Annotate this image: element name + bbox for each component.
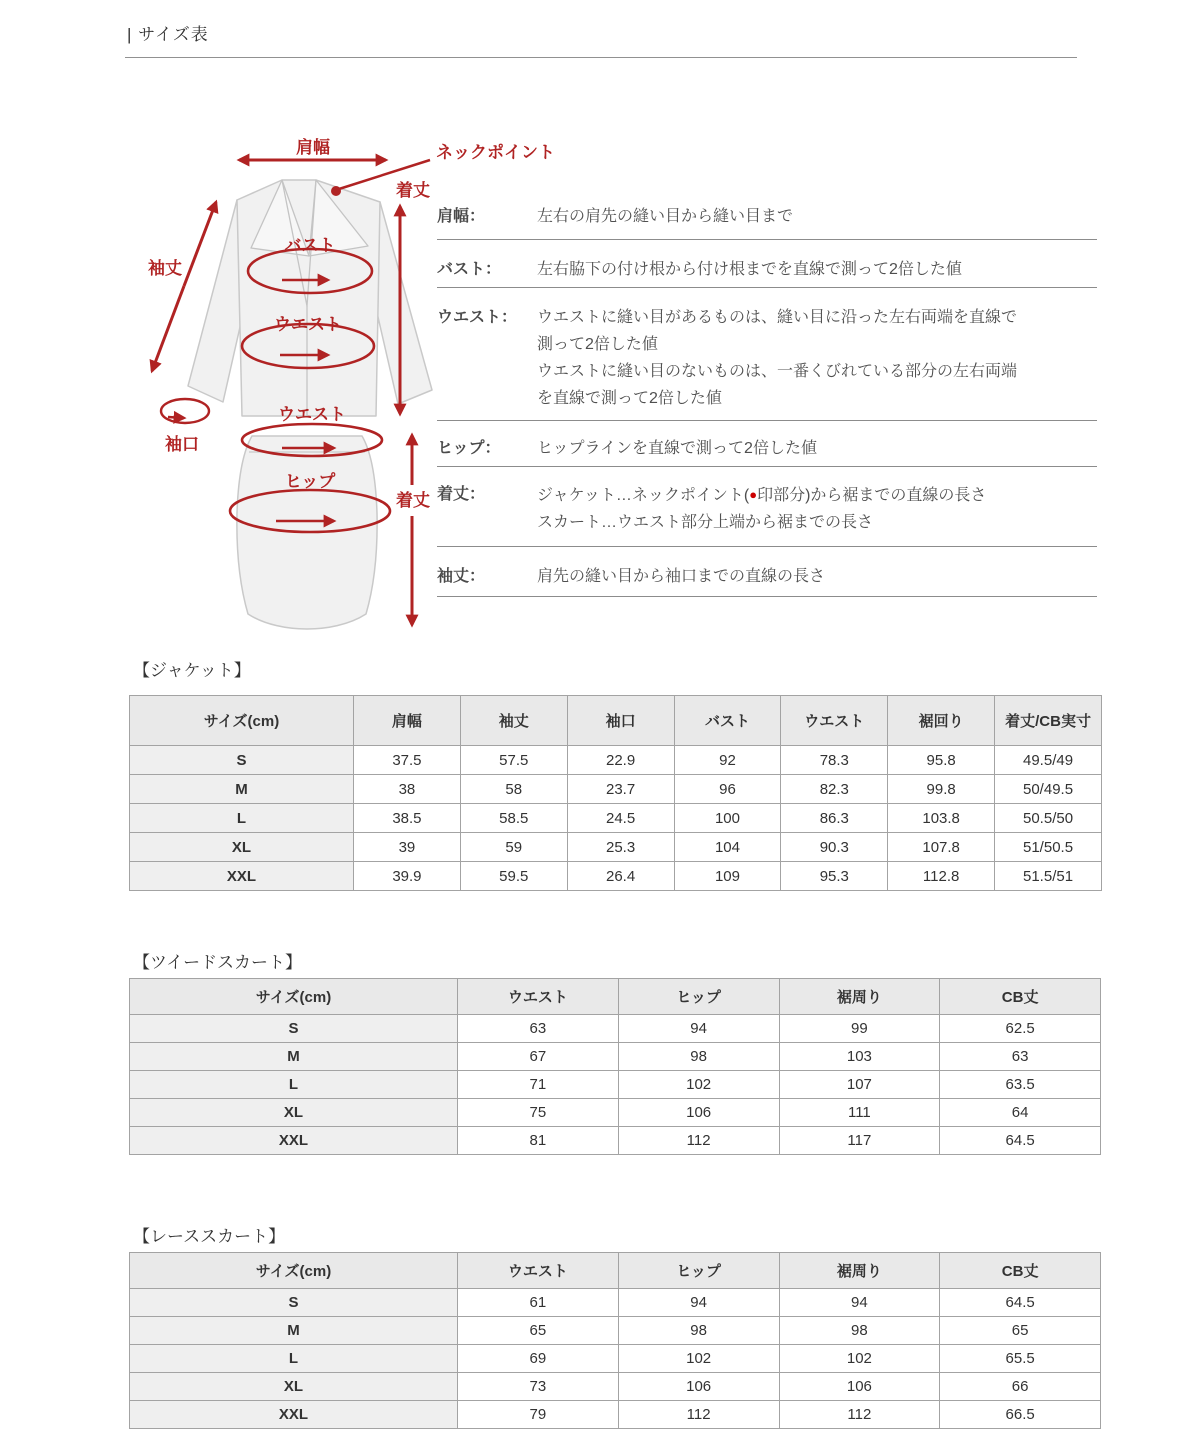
value-cell: 111 <box>779 1099 940 1127</box>
value-cell: 69 <box>458 1345 619 1373</box>
value-cell: 95.3 <box>781 862 888 891</box>
value-cell: 94 <box>618 1015 779 1043</box>
skirt-length-label: 着丈 <box>396 491 430 510</box>
jacket-waist-label: ウエスト <box>274 315 342 334</box>
title-divider <box>125 57 1077 58</box>
definition-term: バスト： <box>437 261 502 278</box>
value-cell: 58.5 <box>460 804 567 833</box>
value-cell: 86.3 <box>781 804 888 833</box>
value-cell: 63.5 <box>940 1071 1101 1099</box>
value-cell: 65 <box>458 1317 619 1345</box>
bust-label: バスト <box>284 236 336 255</box>
size-cell: L <box>130 804 354 833</box>
value-cell: 38 <box>354 775 461 804</box>
header-row <box>130 1253 1101 1289</box>
table-row <box>130 1401 1101 1429</box>
size-cell: XL <box>130 833 354 862</box>
value-cell: 63 <box>458 1015 619 1043</box>
definition-description <box>537 256 1097 283</box>
value-cell: 64.5 <box>940 1289 1101 1317</box>
table-row <box>130 1015 1101 1043</box>
column-header: 肩幅 <box>354 696 461 746</box>
size-cell: M <box>130 1317 458 1345</box>
value-cell: 96 <box>674 775 781 804</box>
value-cell: 92 <box>674 746 781 775</box>
value-cell: 67 <box>458 1043 619 1071</box>
section-title-tweed-skirt: 【ツイードスカート】 <box>133 953 302 972</box>
table-row <box>130 1127 1101 1155</box>
size-cell: M <box>130 775 354 804</box>
column-header: ウエスト <box>781 696 888 746</box>
size-cell: XXL <box>130 862 354 891</box>
definition-term: ヒップ： <box>437 440 501 457</box>
definition-line: 左右脇下の付け根から付け根までを直線で測って2倍した値 <box>537 261 962 278</box>
column-header: バスト <box>674 696 781 746</box>
value-cell: 104 <box>674 833 781 862</box>
value-cell: 65.5 <box>940 1345 1101 1373</box>
definition-line <box>537 481 1097 509</box>
column-header: 袖丈 <box>460 696 567 746</box>
value-cell: 51.5/51 <box>995 862 1102 891</box>
table-row <box>130 1071 1101 1099</box>
definition-line: 肩先の縫い目から袖口までの直線の長さ <box>537 568 826 585</box>
section-title-jacket: 【ジャケット】 <box>133 661 251 680</box>
table-row <box>130 1345 1101 1373</box>
hip-label: ヒップ <box>284 472 336 491</box>
value-cell: 98 <box>779 1317 940 1345</box>
column-header: サイズ(cm) <box>130 979 458 1015</box>
definition-description <box>537 203 1097 230</box>
definition-description <box>537 304 1097 412</box>
value-cell: 75 <box>458 1099 619 1127</box>
definition-line: ウエストに縫い目のないものは、一番くびれている部分の左右両端 <box>537 363 1018 380</box>
value-cell: 59.5 <box>460 862 567 891</box>
table-row <box>130 1043 1101 1071</box>
column-header: 着丈/CB実寸 <box>995 696 1102 746</box>
lace-skirt-size-table <box>129 1252 1101 1429</box>
value-cell: 22.9 <box>567 746 674 775</box>
definition-line: を直線で測って2倍した値 <box>537 390 722 407</box>
size-cell: M <box>130 1043 458 1071</box>
value-cell: 50/49.5 <box>995 775 1102 804</box>
value-cell: 66.5 <box>940 1401 1101 1429</box>
cuff-label: 袖口 <box>165 435 199 454</box>
definition-text-segment: ジャケット…ネックポイント( <box>537 487 750 504</box>
definition-line: スカート…ウエスト部分上端から裾までの長さ <box>537 514 874 531</box>
definition-row <box>437 240 1097 288</box>
value-cell: 58 <box>460 775 567 804</box>
definition-term: ウエスト： <box>437 309 518 326</box>
value-cell: 62.5 <box>940 1015 1101 1043</box>
definition-row <box>437 421 1097 467</box>
header-row <box>130 696 1102 746</box>
value-cell: 57.5 <box>460 746 567 775</box>
value-cell: 78.3 <box>781 746 888 775</box>
value-cell: 100 <box>674 804 781 833</box>
value-cell: 71 <box>458 1071 619 1099</box>
value-cell: 98 <box>618 1043 779 1071</box>
definition-line: 左右の肩先の縫い目から縫い目まで <box>537 208 794 225</box>
value-cell: 49.5/49 <box>995 746 1102 775</box>
column-header: ウエスト <box>458 1253 619 1289</box>
neck-point-dot-glyph: ● <box>749 487 758 502</box>
column-header: 裾周り <box>779 979 940 1015</box>
value-cell: 51/50.5 <box>995 833 1102 862</box>
value-cell: 107 <box>779 1071 940 1099</box>
definition-line: 測って2倍した値 <box>537 336 658 353</box>
table-row <box>130 862 1102 891</box>
value-cell: 50.5/50 <box>995 804 1102 833</box>
value-cell: 81 <box>458 1127 619 1155</box>
skirt-waist-label: ウエスト <box>278 405 346 424</box>
size-cell: L <box>130 1345 458 1373</box>
definition-row <box>437 547 1097 597</box>
jacket-illustration <box>188 180 432 416</box>
size-cell: S <box>130 1015 458 1043</box>
section-title-lace-skirt: 【レーススカート】 <box>133 1227 286 1246</box>
table-row <box>130 775 1102 804</box>
definition-row <box>437 467 1097 547</box>
column-header: 袖口 <box>567 696 674 746</box>
table-row <box>130 1317 1101 1345</box>
value-cell: 94 <box>779 1289 940 1317</box>
jacket-size-table <box>129 695 1102 891</box>
value-cell: 23.7 <box>567 775 674 804</box>
definition-term: 袖丈： <box>437 568 486 585</box>
size-cell: S <box>130 1289 458 1317</box>
definition-description <box>537 481 1097 536</box>
definition-row <box>437 192 1097 240</box>
measurement-definitions-list <box>437 192 1097 597</box>
value-cell: 59 <box>460 833 567 862</box>
jacket-length-label: 着丈 <box>396 181 430 200</box>
definition-line: ウエストに縫い目があるものは、縫い目に沿った左右両端を直線で <box>537 309 1018 326</box>
value-cell: 73 <box>458 1373 619 1401</box>
value-cell: 102 <box>779 1345 940 1373</box>
column-header: CB丈 <box>940 1253 1101 1289</box>
value-cell: 66 <box>940 1373 1101 1401</box>
header-row <box>130 979 1101 1015</box>
value-cell: 109 <box>674 862 781 891</box>
value-cell: 63 <box>940 1043 1101 1071</box>
value-cell: 64 <box>940 1099 1101 1127</box>
table-row <box>130 804 1102 833</box>
definition-line: ヒップラインを直線で測って2倍した値 <box>537 440 817 457</box>
value-cell: 103 <box>779 1043 940 1071</box>
value-cell: 39 <box>354 833 461 862</box>
size-cell: XXL <box>130 1401 458 1429</box>
table-row <box>130 1289 1101 1317</box>
value-cell: 102 <box>618 1071 779 1099</box>
definition-term: 肩幅： <box>437 208 486 225</box>
value-cell: 24.5 <box>567 804 674 833</box>
value-cell: 107.8 <box>888 833 995 862</box>
definition-row <box>437 288 1097 421</box>
value-cell: 106 <box>618 1373 779 1401</box>
value-cell: 112 <box>618 1401 779 1429</box>
column-header: ヒップ <box>618 1253 779 1289</box>
tweed-skirt-size-table <box>129 978 1101 1155</box>
column-header: 裾周り <box>779 1253 940 1289</box>
value-cell: 99.8 <box>888 775 995 804</box>
value-cell: 90.3 <box>781 833 888 862</box>
table-row <box>130 746 1102 775</box>
sleeve-length-label: 袖丈 <box>148 259 182 278</box>
value-cell: 98 <box>618 1317 779 1345</box>
shoulder-width-label: 肩幅 <box>296 138 330 157</box>
value-cell: 106 <box>779 1373 940 1401</box>
value-cell: 65 <box>940 1317 1101 1345</box>
value-cell: 61 <box>458 1289 619 1317</box>
size-cell: L <box>130 1071 458 1099</box>
value-cell: 39.9 <box>354 862 461 891</box>
column-header: 裾回り <box>888 696 995 746</box>
value-cell: 64.5 <box>940 1127 1101 1155</box>
value-cell: 106 <box>618 1099 779 1127</box>
definition-text-segment: 印部分)から裾までの直線の長さ <box>757 487 987 504</box>
value-cell: 99 <box>779 1015 940 1043</box>
value-cell: 26.4 <box>567 862 674 891</box>
size-cell: S <box>130 746 354 775</box>
definition-description <box>537 435 1097 462</box>
value-cell: 95.8 <box>888 746 995 775</box>
value-cell: 79 <box>458 1401 619 1429</box>
value-cell: 112.8 <box>888 862 995 891</box>
value-cell: 37.5 <box>354 746 461 775</box>
column-header: サイズ(cm) <box>130 1253 458 1289</box>
definition-description <box>537 563 1097 590</box>
column-header: サイズ(cm) <box>130 696 354 746</box>
value-cell: 25.3 <box>567 833 674 862</box>
column-header: ヒップ <box>618 979 779 1015</box>
size-cell: XL <box>130 1373 458 1401</box>
neck-point-marker-dot <box>331 186 341 196</box>
table-row <box>130 833 1102 862</box>
column-header: ウエスト <box>458 979 619 1015</box>
column-header: CB丈 <box>940 979 1101 1015</box>
size-cell: XL <box>130 1099 458 1127</box>
value-cell: 112 <box>618 1127 779 1155</box>
neck-point-label: ネックポイント <box>436 143 555 162</box>
value-cell: 102 <box>618 1345 779 1373</box>
value-cell: 38.5 <box>354 804 461 833</box>
page-title: | サイズ表 <box>127 25 209 44</box>
table-row <box>130 1373 1101 1401</box>
value-cell: 103.8 <box>888 804 995 833</box>
value-cell: 117 <box>779 1127 940 1155</box>
value-cell: 82.3 <box>781 775 888 804</box>
definition-term: 着丈： <box>437 486 486 503</box>
table-row <box>130 1099 1101 1127</box>
cuff-measure-ellipse <box>161 399 209 423</box>
value-cell: 112 <box>779 1401 940 1429</box>
value-cell: 94 <box>618 1289 779 1317</box>
size-cell: XXL <box>130 1127 458 1155</box>
